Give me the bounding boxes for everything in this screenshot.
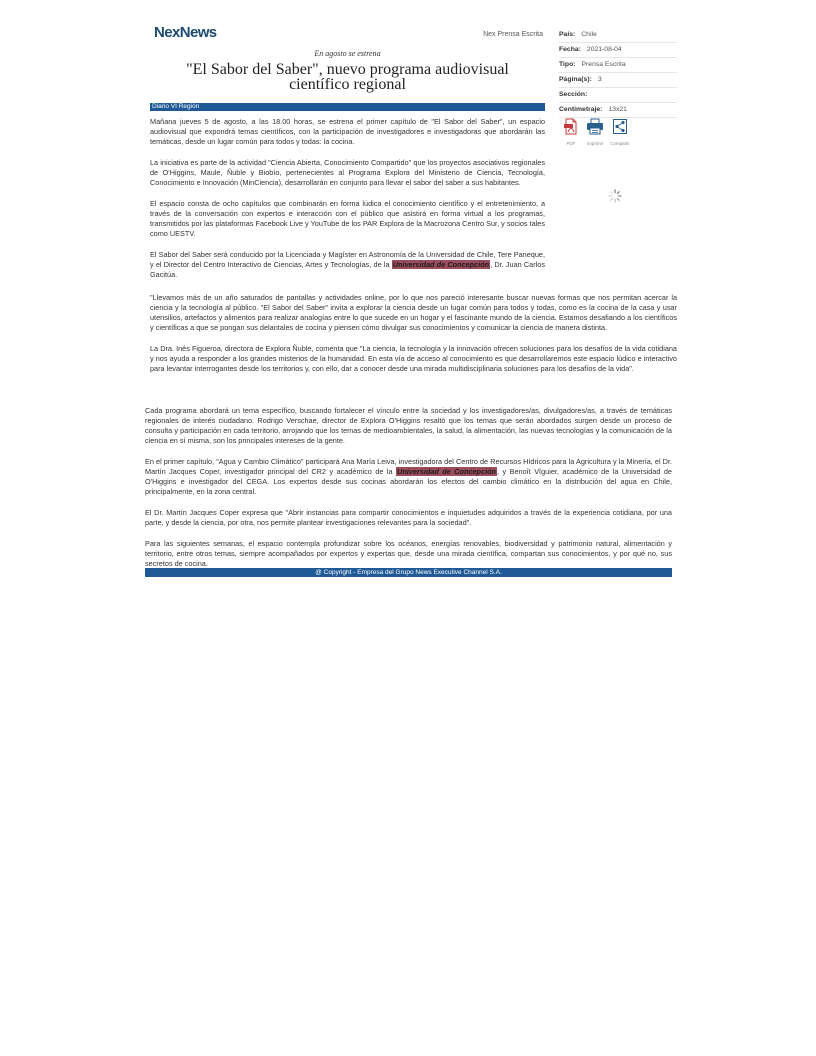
paragraph-7: Cada programa abordará un tema específico, buscando fortalecer el vínculo entre la sociedad y los investigadores/as, divulgadores/as, a través de temáticas regionales de interés ciudadano. Rodrigo Verschae, director de Explora O'Higgins resaltó que los temas que serán abordados surgen desde un proceso de consulta y participación en cada territorio, arrojando que los temas de medioambientales, la salud, la alimentación, las nuevas tecnologías y la comunicación de la ciencia en sí misma, son los principales intereses de la gente. [145, 406, 672, 445]
meta-label: Página(s): [559, 76, 592, 83]
paragraph-6: La Dra. Inés Figueroa, directora de Explora Ñuble, comenta que "La ciencia, la tecnología y la innovación ofrecen soluciones para los desafíos de la vida cotidiana y nos ayuda a responder a los grandes misterios de la humanidad. En esta vía de acceso al conocimiento es que desarrollaremos este espacio lúdico e interactivo para levantar interrogantes desde los territorios y, con ello, dar a conocer desde una mirada multidisciplinaria soluciones para los desafíos de la vida". [150, 344, 677, 373]
share-button[interactable] [608, 118, 632, 146]
printer-icon [586, 118, 604, 135]
paragraph-1: Mañana jueves 5 de agosto, a las 18.00 horas, se estrena el primer capítulo de "El Sabor del Saber", un espacio audiovisual que expondrá temas científicos, con la participación de investigadores e investigadoras que abordarán las temáticas, desde un lugar común para todos y todas: la cocina. [150, 117, 545, 146]
meta-date [559, 43, 677, 58]
paragraph-4-start: El Sabor del Saber será conducido por la Licenciada y Magíster en Astronomía de la Universidad de Chile, Tere Paneque, y el Director del Centro Interactivo de Ciencias, Artes y Tecnologías, de la [150, 250, 545, 269]
print-caption: Imprimir [586, 141, 604, 146]
meta-label: País: [559, 31, 576, 38]
headline-line-2: científico regional [289, 76, 406, 93]
share-icon [612, 118, 628, 135]
paragraph-4-end: , Dr. Juan Carlos Gacitúa. [150, 260, 545, 279]
paragraph-2: La iniciativa es parte de la actividad "Ciencia Abierta, Conocimiento Compartido" que los proyectos asociativos regionales de O'Higgins, Maule, Ñuble y Biobío, pertenecientes al Programa Explora del Ministerio de Ciencia, Tecnología, Conocimiento e Innovación (MinCiencia), desarrollarán en conjunto para llevar el sabor del saber a sus habitantes. [150, 158, 545, 187]
meta-label: Sección: [559, 91, 588, 98]
action-toolbar [559, 118, 677, 148]
nexnews-logo[interactable]: NexNews [154, 24, 217, 41]
meta-value: Chile [581, 31, 597, 38]
paragraph-3: El espacio consta de ocho capítulos que combinarán en forma lúdica el conocimiento científico y el entretenimiento, a través de la conversación con expertos e interacción con el público que asistirá en forma virtual a los programas, transmitidos por las plataformas Facebook Live y YouTube de los PAR Explora de la Macrozona Centro Sur, y socios tales como UESTV. [150, 199, 545, 238]
metadata-panel [559, 28, 677, 118]
pdf-icon [563, 118, 579, 135]
meta-pages [559, 73, 677, 88]
highlight-university: Universidad de Concepción [397, 467, 497, 476]
article-body-bottom [145, 406, 672, 580]
share-caption: Compartir [610, 141, 630, 146]
meta-section [559, 88, 677, 103]
headline-line-1: "El Sabor del Saber", nuevo programa audiovisual [186, 61, 509, 78]
meta-value: 13x21 [608, 106, 627, 113]
meta-value: Prensa Escrita [581, 61, 626, 68]
meta-label: Tipo: [559, 61, 576, 68]
meta-label: Fecha: [559, 46, 581, 53]
meta-value: 2021-08-04 [586, 46, 622, 53]
paragraph-8-end: , y Benoît Vîguier, académico de la Universidad de O'Higgins e investigador del CEGA. Los expertos desde sus cocinas abordarán los efectos del cambio climático en la distribución del agua en Chile, principalmente, en la zona central. [145, 467, 672, 496]
meta-size [559, 103, 677, 118]
meta-value: 3 [597, 76, 602, 83]
article-body-top [150, 117, 545, 291]
pdf-caption: PDF [566, 141, 576, 146]
section-bar: Diario VI Región [150, 103, 545, 111]
loading-spinner-icon [608, 189, 622, 203]
paragraph-5: "Llevamos más de un año saturados de pantallas y actividades online, por lo que nos pareció interesante buscar nuevas formas que nos permitan acercar la ciencia y la tecnología al público. "El Sabor del Saber" invita a explorar la ciencia desde un lugar común para todos y todas, como es la cocina de la casa y usar utensilios, artefactos y alimentos para realizar analogías entre lo que sucede en un hogar y el fascinante mundo de la ciencia. Estamos desafiando a los científicos y científicas a que se pongan sus delantales de cocina y piensen cómo divulgar sus conocimientos y comunicar la ciencia de manera distinta. [150, 293, 677, 332]
meta-type [559, 58, 677, 73]
copyright-footer: @ Copyright - Empresa del Grupo News Executive Channel S.A. [145, 568, 672, 577]
paragraph-9: El Dr. Martín Jacques Coper expresa que "Abrir instancias para compartir conocimientos e inquietudes adquiridos a través de la experiencia cotidiana, por una parte, y desde la ciencia, por otra, nos permite plantear investigaciones relevantes para la sociedad". [145, 508, 672, 527]
paragraph-8 [145, 457, 672, 497]
pdf-button[interactable] [559, 118, 583, 146]
article-headline [150, 62, 545, 92]
meta-country [559, 28, 677, 43]
paragraph-8-start: En el primer capítulo, "Agua y Cambio Climático" participará Ana María Leiva, investigadora del Centro de Recursos Hídricos para la Agricultura y la Minería, el Dr. Martín Jacques Coper, investigador principal del CR2 y académico de la [145, 457, 672, 476]
article-kicker: En agosto se estrena [314, 49, 381, 58]
article-body-middle [150, 293, 677, 385]
paragraph-4 [150, 250, 545, 280]
meta-label: Centimetraje: [559, 106, 603, 113]
paragraph-10: Para las siguientes semanas, el espacio contempla profundizar sobre los océanos, energías renovables, biodiversidad y patrimonio natural, alimentación y territorio, entre otros temas, siempre acompañados por expertos y expertas que, desde una mirada científica, compartan sus conocimientos, y por qué no, sus secretos de cocina. [145, 539, 672, 568]
source-label: Nex Prensa Escrita [483, 31, 543, 38]
print-button[interactable] [583, 118, 607, 146]
highlight-university: Universidad de Concepción [392, 260, 490, 269]
